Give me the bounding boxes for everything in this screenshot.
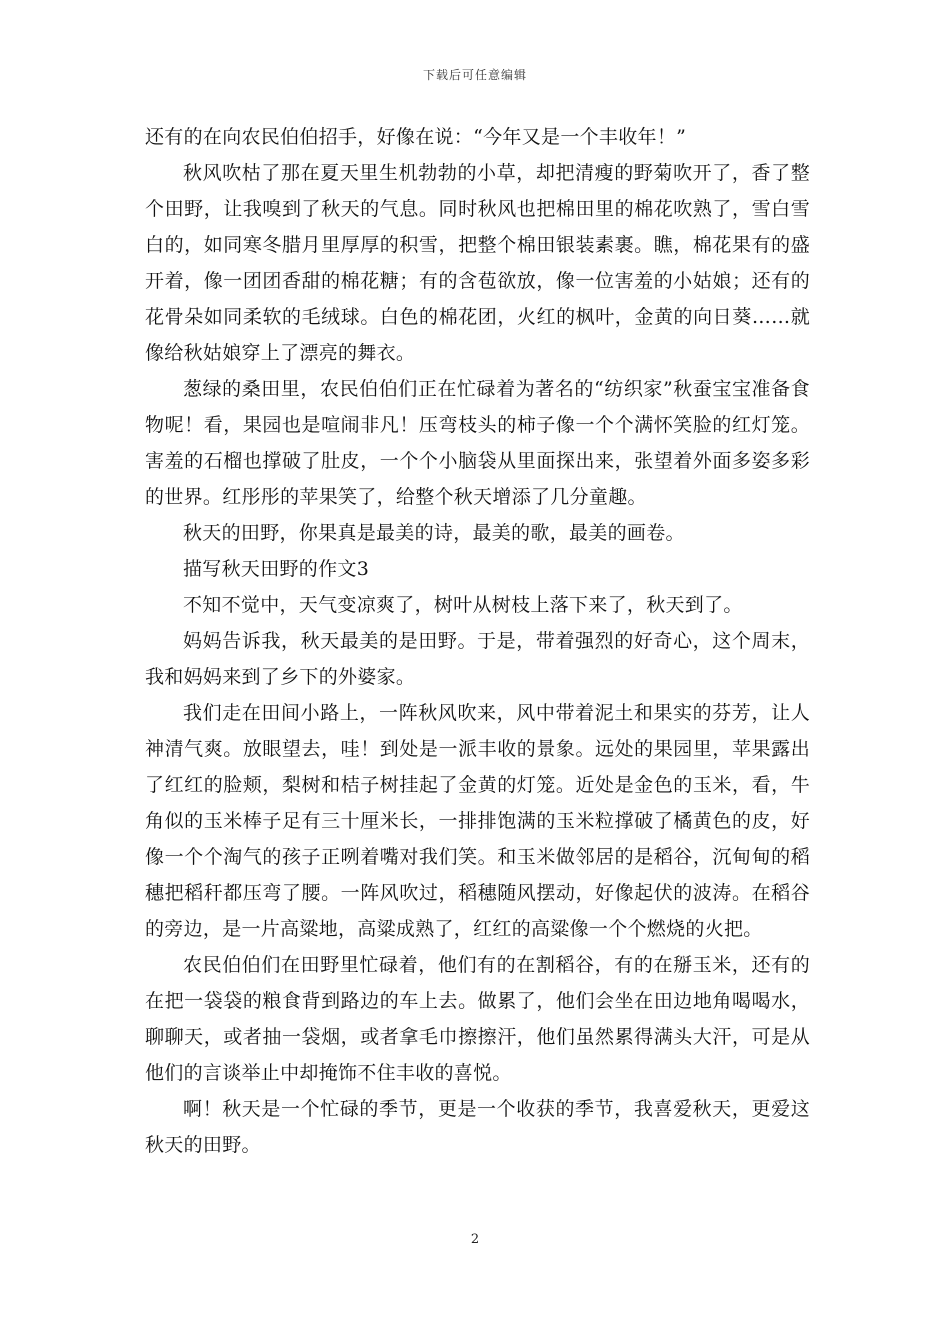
section-heading: 描写秋天田野的作文3 <box>183 558 370 580</box>
document-body <box>145 119 810 1163</box>
paragraph: 还有的在向农民伯伯招手，好像在说：“今年又是一个丰收年！” <box>145 126 687 148</box>
paragraph: 秋天的田野，你果真是最美的诗，最美的歌，最美的画卷。 <box>183 522 685 544</box>
paragraph: 啊！秋天是一个忙碌的季节，更是一个收获的季节，我喜爱秋天，更爱这秋天的田野。 <box>145 1098 810 1156</box>
page-header: 下载后可任意编辑 <box>422 68 527 82</box>
paragraph: 农民伯伯们在田野里忙碌着，他们有的在割稻谷，有的在掰玉米，还有的在把一袋袋的粮食背到路边的车上去。做累了，他们会坐在田边地角喝喝水，聊聊天，或者抽一袋烟，或者拿毛巾擦擦汗，他们虽然累得满头大汗，可是从他们的言谈举止中却掩饰不住丰收的喜悦。 <box>145 954 810 1084</box>
paragraph: 妈妈告诉我，秋天最美的是田野。于是，带着强烈的好奇心，这个周末，我和妈妈来到了乡下的外婆家。 <box>145 630 810 688</box>
page-number: 2 <box>470 1232 480 1247</box>
paragraph: 秋风吹枯了那在夏天里生机勃勃的小草，却把清瘦的野菊吹开了，香了整个田野，让我嗅到了秋天的气息。同时秋风也把棉田里的棉花吹熟了，雪白雪白的，如同寒冬腊月里厚厚的积雪，把整个棉田银装素裹。瞧，棉花果有的盛开着，像一团团香甜的棉花糖；有的含苞欲放，像一位害羞的小姑娘；还有的花骨朵如同柔软的毛绒球。白色的棉花团，火红的枫叶，金黄的向日葵……就像给秋姑娘穿上了漂亮的舞衣。 <box>145 162 810 364</box>
paragraph: 不知不觉中，天气变凉爽了，树叶从树枝上落下来了，秋天到了。 <box>183 594 743 616</box>
paragraph: 我们走在田间小路上，一阵秋风吹来，风中带着泥土和果实的芬芳，让人神清气爽。放眼望去，哇！到处是一派丰收的景象。远处的果园里，苹果露出了红红的脸颊，梨树和桔子树挂起了金黄的灯笼。近处是金色的玉米，看，牛角似的玉米棒子足有三十厘米长，一排排饱满的玉米粒撑破了橘黄色的皮，好像一个个淘气的孩子正咧着嘴对我们笑。和玉米做邻居的是稻谷，沉甸甸的稻穗把稻秆都压弯了腰。一阵风吹过，稻穗随风摆动，好像起伏的波涛。在稻谷的旁边，是一片高粱地，高粱成熟了，红红的高粱像一个个燃烧的火把。 <box>145 702 810 940</box>
paragraph: 葱绿的桑田里，农民伯伯们正在忙碌着为著名的“纺织家”秋蚕宝宝准备食物呢！看，果园也是喧闹非凡！压弯枝头的柿子像一个个满怀笑脸的红灯笼。害羞的石榴也撑破了肚皮，一个个小脑袋从里面探出来，张望着外面多姿多彩的世界。红彤彤的苹果笑了，给整个秋天增添了几分童趣。 <box>145 378 810 508</box>
